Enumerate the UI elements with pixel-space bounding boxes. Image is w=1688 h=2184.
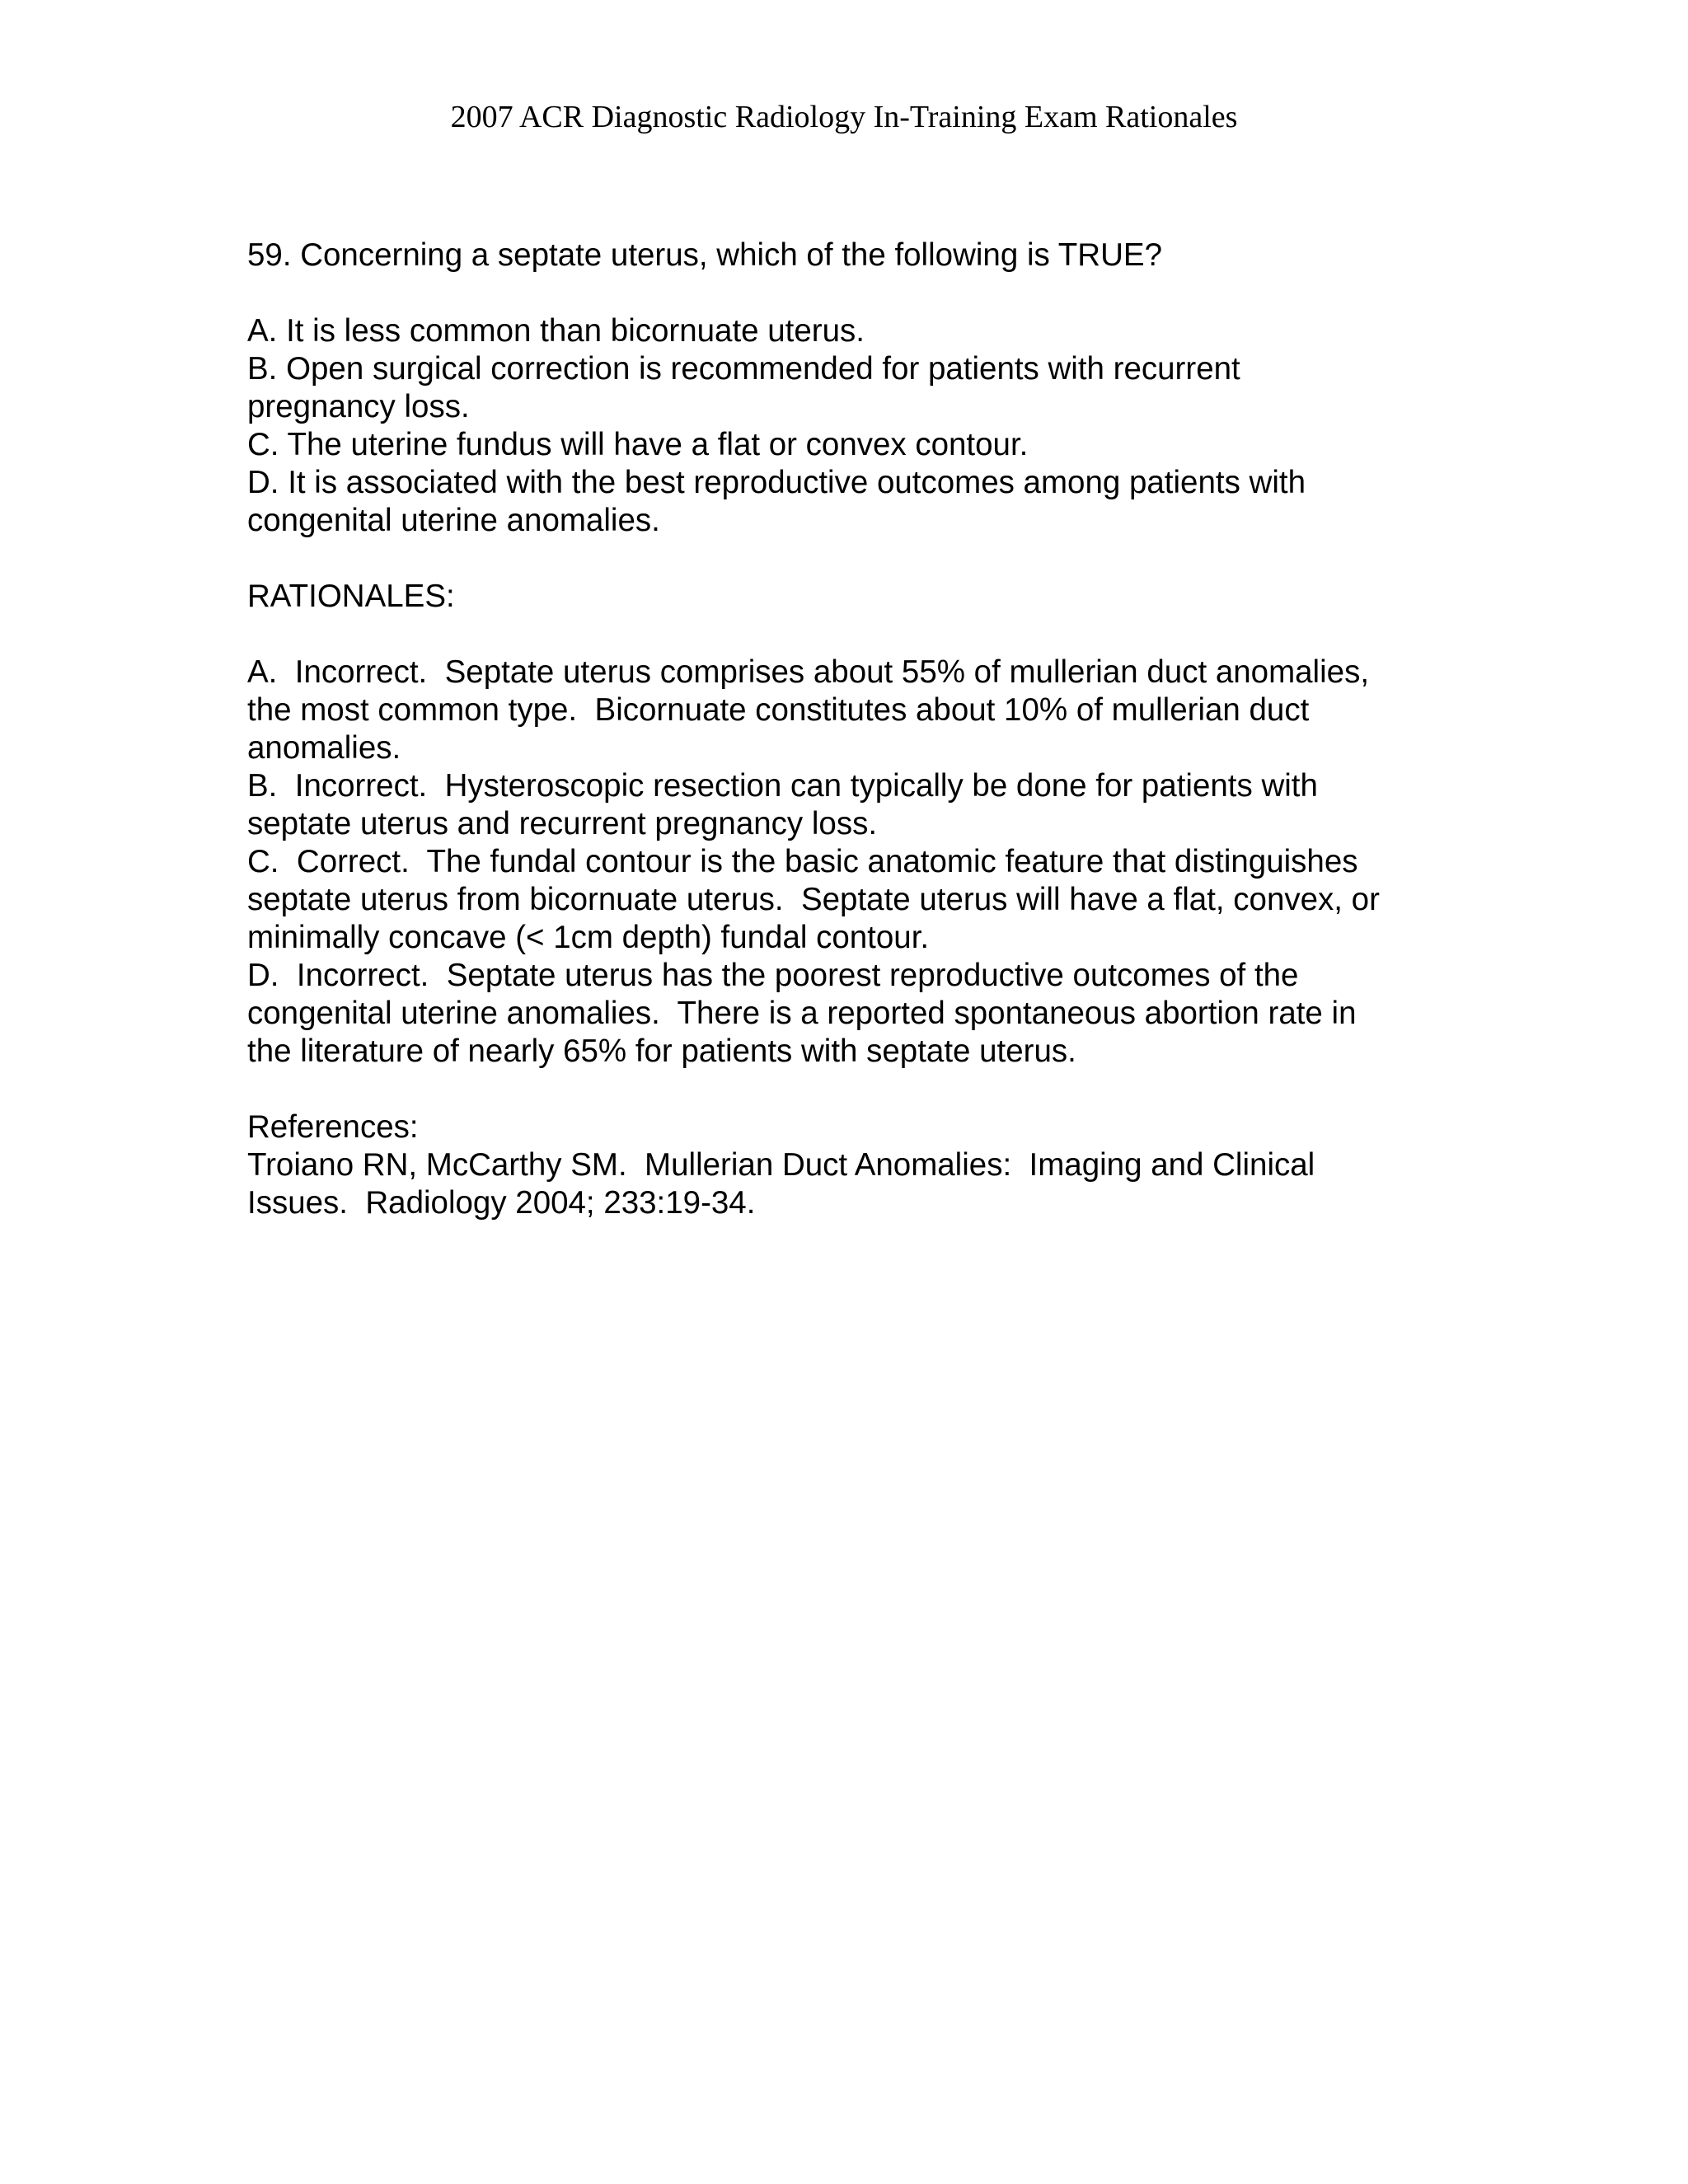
document-body <box>247 237 1451 1222</box>
option-b-line-2: pregnancy loss. <box>247 389 470 424</box>
option-a-line-1: A. It is less common than bicornuate uterus. <box>247 313 865 349</box>
question-stem-text: 59. Concerning a septate uterus, which of the following is TRUE? <box>247 237 1162 273</box>
option-b <box>247 350 1451 426</box>
rationale-b-line-2: septate uterus and recurrent pregnancy loss. <box>247 806 878 841</box>
page-header: 2007 ACR Diagnostic Radiology In-Training Exam Rationales <box>450 100 1238 134</box>
reference-line-1: Troiano RN, McCarthy SM. Mullerian Duct Anomalies: Imaging and Clinical <box>247 1147 1315 1183</box>
answer-options <box>247 312 1451 540</box>
rationales-heading-text: RATIONALES: <box>247 579 455 614</box>
rationale-b <box>247 767 1451 843</box>
rationale-d-line-2: congenital uterine anomalies. There is a reported spontaneous abortion rate in <box>247 996 1357 1031</box>
rationale-d-line-3: the literature of nearly 65% for patients with septate uterus. <box>247 1033 1076 1069</box>
option-d <box>247 464 1451 540</box>
references <box>247 1108 1451 1222</box>
rationale-d <box>247 957 1451 1071</box>
rationale-c-line-3: minimally concave (< 1cm depth) fundal contour. <box>247 920 930 955</box>
rationale-c-line-2: septate uterus from bicornuate uterus. Septate uterus will have a flat, convex, or <box>247 882 1380 917</box>
rationale-b-line-1: B. Incorrect. Hysteroscopic resection can typically be done for patients with <box>247 768 1318 804</box>
option-c-line-1: C. The uterine fundus will have a flat or convex contour. <box>247 427 1029 462</box>
spacer <box>247 616 1451 654</box>
option-c <box>247 426 1451 464</box>
rationale-d-line-1: D. Incorrect. Septate uterus has the poorest reproductive outcomes of the <box>247 958 1299 993</box>
option-d-line-1: D. It is associated with the best reproductive outcomes among patients with <box>247 465 1306 500</box>
rationales-list <box>247 654 1451 1071</box>
reference-line-2: Issues. Radiology 2004; 233:19-34. <box>247 1185 756 1221</box>
rationale-a-line-1: A. Incorrect. Septate uterus comprises about 55% of mullerian duct anomalies, <box>247 654 1370 690</box>
references-heading: References: <box>247 1109 419 1145</box>
option-d-line-2: congenital uterine anomalies. <box>247 503 660 538</box>
rationale-c-line-1: C. Correct. The fundal contour is the basic anatomic feature that distinguishes <box>247 844 1358 879</box>
option-b-line-1: B. Open surgical correction is recommended for patients with recurrent <box>247 351 1240 387</box>
spacer <box>247 540 1451 578</box>
rationale-a-line-3: anomalies. <box>247 730 401 766</box>
rationale-a <box>247 654 1451 767</box>
rationales-heading <box>247 578 1451 616</box>
rationale-c <box>247 843 1451 957</box>
rationale-a-line-2: the most common type. Bicornuate constitutes about 10% of mullerian duct <box>247 692 1310 728</box>
spacer <box>247 274 1451 312</box>
option-a <box>247 312 1451 350</box>
spacer <box>247 1071 1451 1108</box>
question-stem <box>247 237 1451 274</box>
